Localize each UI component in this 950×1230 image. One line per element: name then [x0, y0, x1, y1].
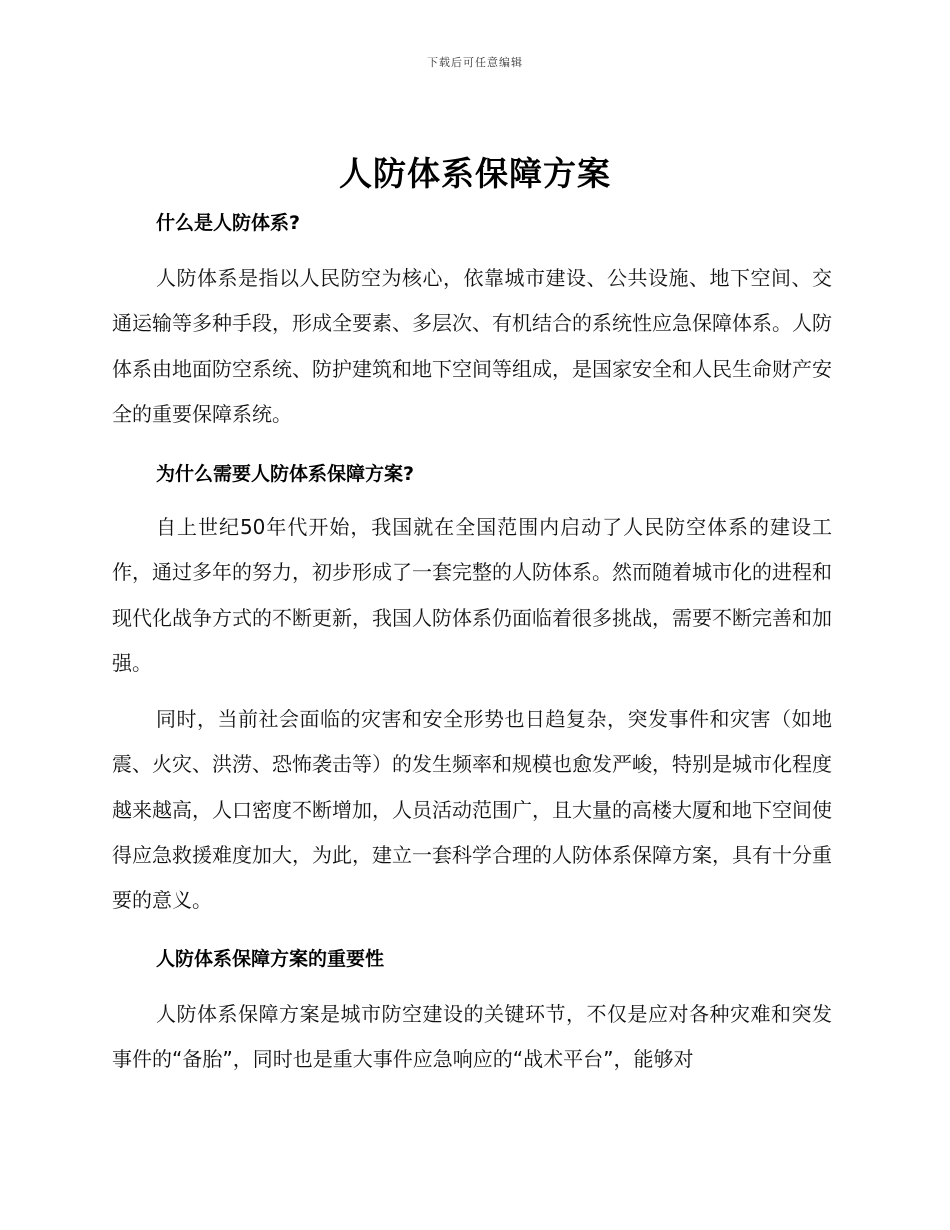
section-heading-what-is: 什么是人防体系?: [156, 212, 301, 234]
document-title: 人防体系保障方案: [339, 154, 611, 193]
section-heading-why-needed: 为什么需要人防体系保障方案?: [156, 463, 415, 485]
paragraph-importance: 人防体系保障方案是城市防空建设的关键环节，不仅是应对各种灾难和突发事件的“备胎”，同时也是重大事件应急响应的“战术平台”，能够对: [112, 1002, 832, 1072]
paragraph-definition: 人防体系是指以人民防空为核心，依靠城市建设、公共设施、地下空间、交通运输等多种手段，形成全要素、多层次、有机结合的系统性应急保障体系。人防体系由地面防空系统、防护建筑和地下空间等组成，是国家安全和人民生命财产安全的重要保障系统。: [112, 266, 832, 426]
section-heading-importance: 人防体系保障方案的重要性: [156, 948, 385, 970]
paragraph-history: 自上世纪50年代开始，我国就在全国范围内启动了人民防空体系的建设工作，通过多年的努力，初步形成了一套完整的人防体系。然而随着城市化的进程和现代化战争方式的不断更新，我国人防体系仍面临着很多挑战，需要不断完善和加强。: [112, 515, 832, 675]
paragraph-current-situation: 同时，当前社会面临的灾害和安全形势也日趋复杂，突发事件和灾害（如地震、火灾、洪涝、恐怖袭击等）的发生频率和规模也愈发严峻，特别是城市化程度越来越高，人口密度不断增加，人员活动范围广，且大量的高楼大厦和地下空间使得应急救援难度加大，为此，建立一套科学合理的人防体系保障方案，具有十分重要的意义。: [112, 707, 832, 913]
running-header: 下载后可任意编辑: [427, 56, 523, 69]
